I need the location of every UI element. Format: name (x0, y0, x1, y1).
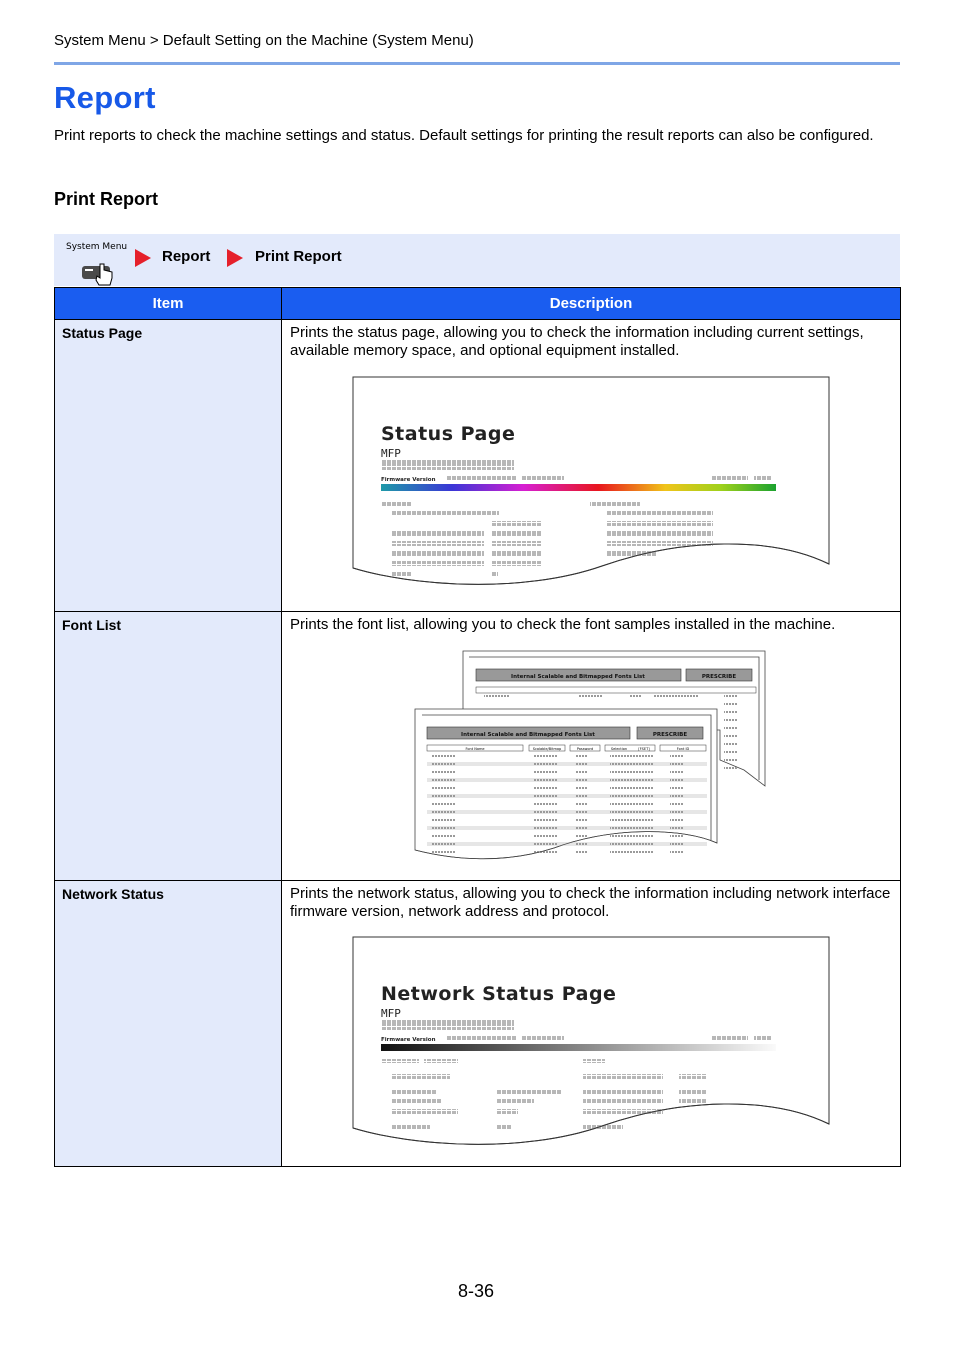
font-list-row-placeholder (610, 779, 654, 782)
illus-fontlist-title-front: Internal Scalable and Bitmapped Fonts List (461, 732, 595, 738)
font-list-row-placeholder (670, 819, 684, 822)
font-list-row-placeholder (533, 819, 557, 822)
font-list-row-placeholder (432, 843, 456, 846)
description-text: Prints the network status, allowing you to check the information including network interface firmware version, network address and protocol. (290, 885, 891, 920)
font-list-row-placeholder (575, 787, 587, 790)
font-list-row-placeholder (533, 811, 557, 814)
hand-pointer-icon (66, 242, 128, 286)
font-list-row-placeholder (575, 851, 587, 854)
column-header-item: Item (55, 288, 282, 320)
font-list-row-placeholder (610, 811, 654, 814)
font-list-row-placeholder (610, 763, 654, 766)
font-list-row-placeholder (432, 779, 456, 782)
font-list-row-placeholder (575, 803, 587, 806)
font-list-row-placeholder (670, 795, 684, 798)
font-list-row-placeholder (575, 811, 587, 814)
intro-text: Print reports to check the machine settings and status. Default settings for printing the result reports can also be configured. (54, 127, 874, 144)
page-number: 8-36 (458, 1281, 495, 1301)
header-rule (54, 62, 900, 65)
font-list-row-placeholder (533, 835, 557, 838)
arrow-right-icon (227, 249, 243, 267)
font-list-row-placeholder (670, 851, 684, 854)
font-list-row-placeholder (610, 819, 654, 822)
table-header-row (55, 288, 901, 320)
illus-fontlist-col-4: [FSET] (638, 747, 650, 751)
font-list-row-placeholder (610, 755, 654, 758)
font-list-row-placeholder (533, 803, 557, 806)
font-list-row-placeholder (432, 811, 456, 814)
font-list-row-placeholder (575, 779, 587, 782)
font-list-row-placeholder (670, 835, 684, 838)
row-item-network-status: Network Status (55, 881, 282, 1167)
system-menu-label: System Menu (66, 242, 128, 252)
row-desc-font-list (282, 612, 901, 881)
illus-network-title: Network Status Page (381, 983, 617, 1005)
font-list-row-placeholder (610, 843, 654, 846)
illus-status-firmware: Firmware Version (381, 477, 436, 483)
illus-fontlist-col-5: Font ID (676, 747, 690, 751)
font-list-row-placeholder (575, 763, 587, 766)
illus-fontlist-col-1: Scalable/Bitmap (532, 747, 562, 751)
font-list-row-placeholder (432, 755, 456, 758)
table-row (55, 881, 901, 1167)
column-header-description: Description (282, 288, 901, 320)
font-list-row-placeholder (432, 795, 456, 798)
font-list-row-placeholder (432, 771, 456, 774)
illus-fontlist-col-0: Font Name (465, 747, 485, 751)
font-list-row-placeholder (533, 755, 557, 758)
illus-status-title: Status Page (381, 423, 516, 445)
font-list-row-placeholder (670, 827, 684, 830)
illus-fontlist-brand-back: PRESCRIBE (701, 674, 737, 680)
font-list-row-placeholder (610, 835, 654, 838)
illus-status-model: MFP (381, 447, 401, 460)
font-list-row-placeholder (610, 787, 654, 790)
font-list-row-placeholder (432, 803, 456, 806)
font-list-row-placeholder (432, 851, 456, 854)
nav-step-report[interactable]: Report (162, 248, 211, 265)
row-desc-network-status (282, 881, 901, 1167)
font-list-row-placeholder (610, 795, 654, 798)
font-list-row-placeholder (432, 835, 456, 838)
font-list-row-placeholder (610, 771, 654, 774)
font-list-row-placeholder (533, 763, 557, 766)
system-menu-key-icon (66, 242, 128, 286)
page-title: Report (54, 80, 156, 115)
row-desc-status-page (282, 320, 901, 612)
font-list-row-placeholder (533, 779, 557, 782)
font-list-row-placeholder (432, 819, 456, 822)
font-list-row-placeholder (533, 771, 557, 774)
font-list-row-placeholder (432, 763, 456, 766)
font-list-row-placeholder (670, 755, 684, 758)
font-list-row-placeholder (670, 771, 684, 774)
font-list-row-placeholder (575, 843, 587, 846)
arrow-right-icon (135, 249, 151, 267)
font-list-row-placeholder (670, 787, 684, 790)
font-list-row-placeholder (670, 763, 684, 766)
status-page-illustration (352, 376, 832, 598)
nav-step-print-report[interactable]: Print Report (255, 248, 342, 265)
font-list-row-placeholder (610, 851, 654, 854)
font-list-row-placeholder (575, 819, 587, 822)
font-list-row-placeholder (670, 843, 684, 846)
font-list-row-placeholder (533, 843, 557, 846)
illus-network-model: MFP (381, 1007, 401, 1020)
illus-network-firmware: Firmware Version (381, 1037, 436, 1043)
font-list-row-placeholder (533, 827, 557, 830)
font-list-row-placeholder (575, 835, 587, 838)
font-list-row-placeholder (575, 755, 587, 758)
font-list-row-placeholder (432, 827, 456, 830)
font-list-row-placeholder (670, 779, 684, 782)
description-text: Prints the font list, allowing you to check the font samples installed in the machine. (290, 616, 836, 633)
font-list-row-placeholder (670, 811, 684, 814)
font-list-row-placeholder (610, 827, 654, 830)
breadcrumb: System Menu > Default Setting on the Machine (System Menu) (54, 32, 474, 49)
section-title: Print Report (54, 189, 159, 209)
row-item-font-list: Font List (55, 612, 282, 881)
font-list-row-placeholder (575, 795, 587, 798)
row-item-status-page: Status Page (55, 320, 282, 612)
description-text: Prints the status page, allowing you to check the information including current settings, available memory space, and optional equipment installed. (290, 324, 864, 359)
illus-fontlist-col-3: Selection (610, 747, 628, 751)
illus-fontlist-brand-front: PRESCRIBE (652, 732, 688, 738)
navigation-path (54, 234, 900, 286)
font-list-row-placeholder (610, 803, 654, 806)
font-list-row-placeholder (670, 803, 684, 806)
font-list-illustration (414, 650, 770, 872)
report-table (54, 287, 901, 1167)
font-list-row-placeholder (533, 795, 557, 798)
font-list-row-placeholder (533, 787, 557, 790)
font-list-row-placeholder (575, 827, 587, 830)
network-status-illustration (352, 936, 832, 1158)
font-list-row-placeholder (432, 787, 456, 790)
illus-fontlist-title-back: Internal Scalable and Bitmapped Fonts List (511, 674, 645, 680)
font-list-row-placeholder (575, 771, 587, 774)
table-row (55, 612, 901, 881)
illus-fontlist-col-2: Password (576, 747, 594, 751)
table-row (55, 320, 901, 612)
